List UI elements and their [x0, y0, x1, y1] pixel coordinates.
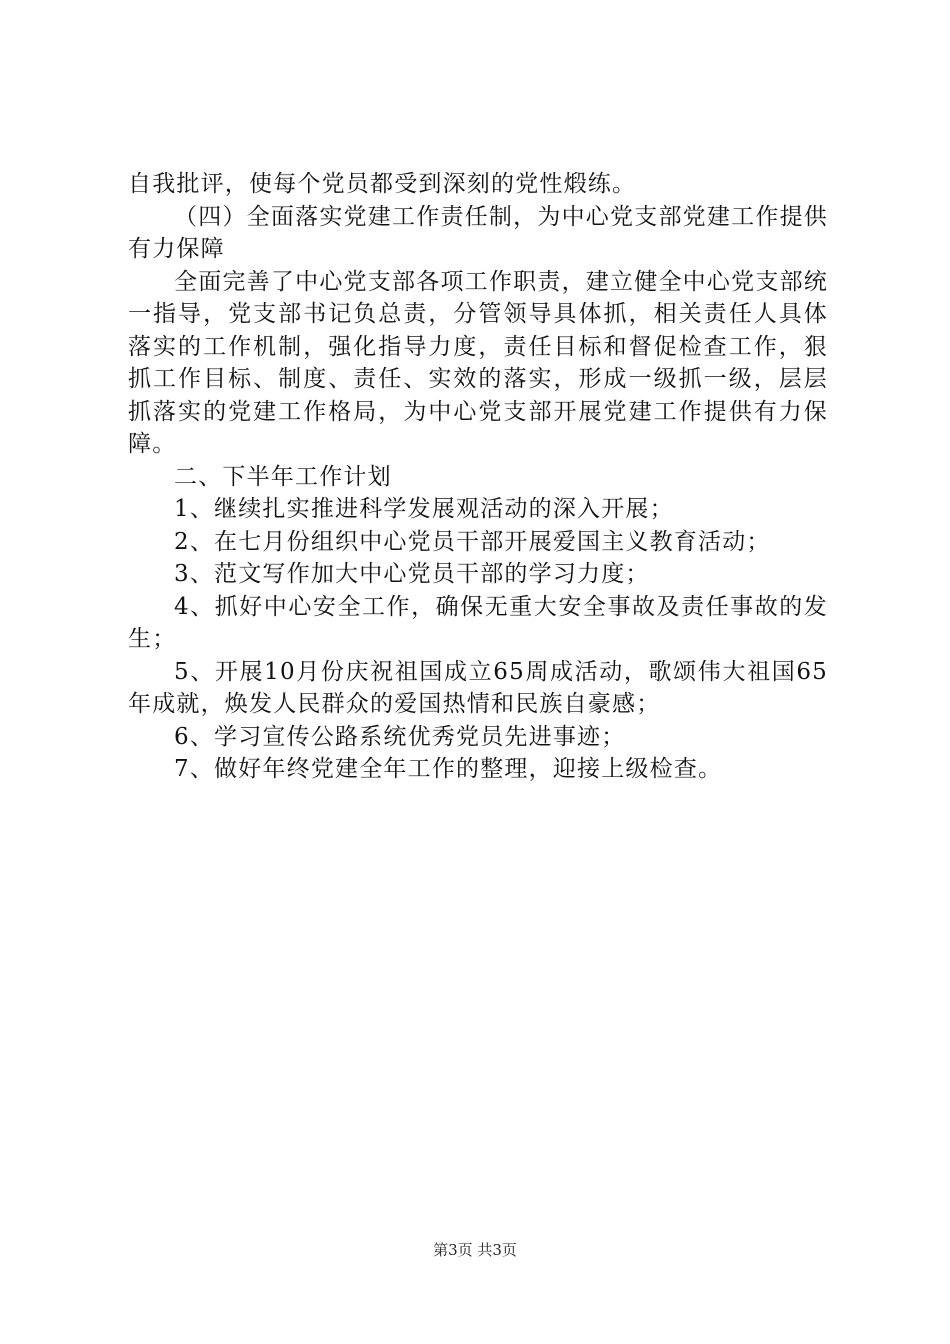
- plan-item-1: 1、继续扎实推进科学发展观活动的深入开展；: [174, 496, 674, 522]
- paragraph-continuation: 自我批评，使每个党员都受到深刻的党性煅练。: [128, 171, 637, 197]
- section-heading-plan: 二、下半年工作计划: [174, 463, 392, 490]
- page-number-label: 第3页 共3页: [433, 1241, 517, 1259]
- plan-item-6: 6、学习宣传公路系统优秀党员先进事迹；: [174, 723, 626, 750]
- section-heading-responsibility: （四）全面落实党建工作责任制，为中心党支部党建工作提供有力保障: [128, 203, 828, 262]
- paragraph-responsibility-body: 全面完善了中心党支部各项工作职责，建立健全中心党支部统一指导，党支部书记负总责，分管领导具体抓，相关责任人具体落实的工作机制，强化指导力度，责任目标和督促检查工作，狠抓工作目标、制度、责任、实效的落实，形成一级抓一级，层层抓落实的党建工作格局，为中心党支部开展党建工作提供有力保障。: [128, 268, 828, 457]
- plan-item-4: 4、抓好中心安全工作，确保无重大安全事故及责任事故的发生；: [128, 593, 828, 652]
- page-footer: [0, 1240, 950, 1260]
- plan-item-3: 3、范文写作加大中心党员干部的学习力度；: [174, 561, 650, 587]
- plan-item-5: 5、开展10月份庆祝祖国成立65周成活动，歌颂伟大祖国65年成就，焕发人民群众的爱国热情和民族自豪感；: [128, 658, 828, 717]
- plan-item-7: 7、做好年终党建全年工作的整理，迎接上级检查。: [174, 756, 723, 782]
- plan-item-2: 2、在七月份组织中心党员干部开展爱国主义教育活动；: [174, 528, 771, 555]
- document-body: [128, 168, 828, 786]
